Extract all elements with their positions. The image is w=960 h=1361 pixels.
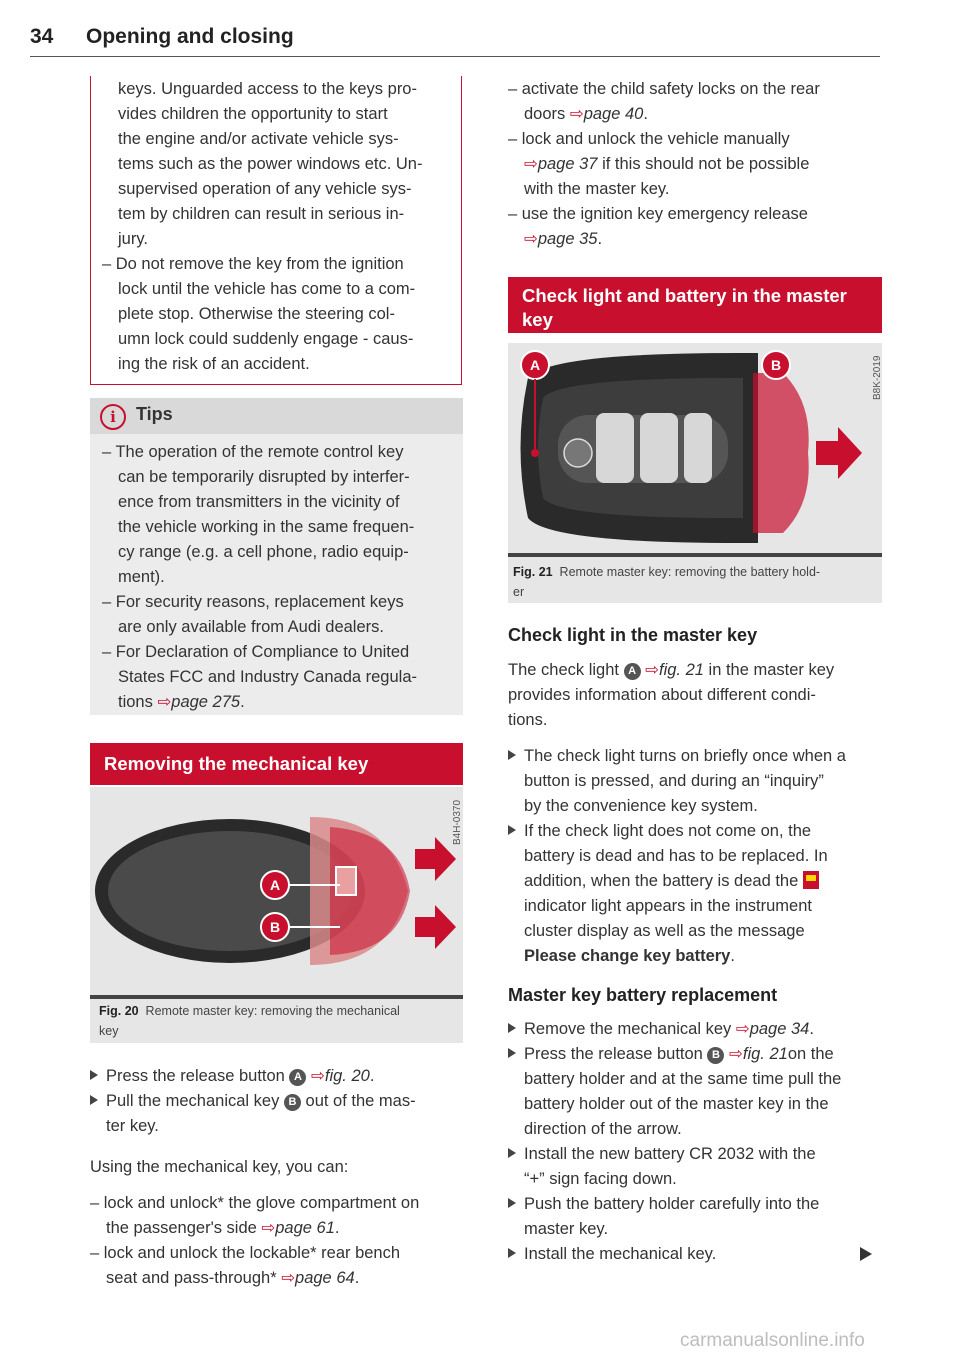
label-b: B xyxy=(770,357,782,373)
watermark: carmanualsonline.info xyxy=(680,1330,865,1351)
page-link[interactable]: page 40 xyxy=(583,105,644,123)
section-banner-check-light: Check light and battery in the master key xyxy=(508,277,882,333)
continued-list: – activate the child safety locks on the rear doors ⇨page 40. – lock and unlock the vehicle manually ⇨page 37 if this should not be possible with the master key. – use the ignition key emergency release ⇨page 35. xyxy=(508,80,820,248)
key-illustration-20 xyxy=(90,787,463,999)
uses-list: – lock and unlock* the glove compartment on the passenger's side ⇨page 61. – lock and unlock the lockable* rear bench seat and pass-through* ⇨page 64. xyxy=(90,1194,420,1287)
continue-arrow-icon xyxy=(860,1247,872,1261)
steps-remove: Press the release button A ⇨fig. 20. Pull the mechanical key B out of the mas- ter key. xyxy=(90,1064,470,1139)
page-number: 34 xyxy=(30,25,54,48)
figure-20-caption: Fig. 20 Remote master key: removing the mechanical key xyxy=(99,1004,400,1038)
triangle-bullet-icon xyxy=(508,1248,516,1258)
key-illustration-21 xyxy=(508,343,882,557)
battery-steps: Remove the mechanical key ⇨page 34. Press the release button B ⇨fig. 21on the battery holder and at the same time pull the battery holder out of the master key in the direction of the arrow. Install the new battery CR 2032 with the “+” sign facing down. Push the battery holder carefully into the master key. Install the mechanical key. xyxy=(508,1017,898,1267)
section-header-title: Opening and closing xyxy=(86,25,294,48)
info-icon: i xyxy=(100,404,126,430)
page-link[interactable]: page 61 xyxy=(275,1219,335,1237)
check-light-text: The check light A ⇨fig. 21 in the master key provides information about different condi- tions. xyxy=(508,661,835,729)
label-a: A xyxy=(269,877,281,893)
section-banner-removing-key: Removing the mechanical key xyxy=(90,743,463,785)
page-link[interactable]: page 37 xyxy=(537,155,598,173)
page-link[interactable]: page 34 xyxy=(749,1020,810,1038)
page-link[interactable]: page 35 xyxy=(537,230,598,248)
figure-link[interactable]: fig. 21 xyxy=(658,661,704,679)
page-link[interactable]: page 275 xyxy=(171,693,241,711)
key-battery-indicator-icon xyxy=(803,871,819,889)
triangle-bullet-icon xyxy=(508,1148,516,1158)
warning-text: keys. Unguarded access to the keys pro- vides children the opportunity to start the engine and/or activate vehicle sys- tems such as the power windows etc. Un- supervised operation of any vehicle sys- tem by children can result in serious in- jury. – Do not remove the key from the ignition lock until the vehicle has come to a com- plete stop. Otherwise the steering col- umn lock could suddenly engage - caus- ing the risk of an accident. xyxy=(102,80,423,373)
triangle-bullet-icon xyxy=(508,825,516,835)
subheading-check-light: Check light in the master key xyxy=(508,625,758,645)
check-light-bullets: The check light turns on briefly once when a button is pressed, and during an “inquiry” by the convenience key system. If the check light does not come on, the battery is dead and has to be replaced. In addition, when the battery is dead the indicator light appears in the instrument cluster display as well as the message Please change key battery. xyxy=(508,744,898,969)
triangle-bullet-icon xyxy=(508,1048,516,1058)
triangle-bullet-icon xyxy=(90,1095,98,1105)
subheading-battery-replacement: Master key battery replacement xyxy=(508,985,778,1005)
triangle-bullet-icon xyxy=(90,1070,98,1080)
triangle-bullet-icon xyxy=(508,750,516,760)
figure-code: B8K-2019 xyxy=(872,355,883,400)
figure-21-caption: Fig. 21 Remote master key: removing the battery hold- er xyxy=(513,565,821,599)
tips-label: Tips xyxy=(136,404,173,424)
figure-code: B4H-0370 xyxy=(452,799,463,845)
label-b: B xyxy=(269,919,281,935)
figure-20 xyxy=(90,787,463,999)
figure-21 xyxy=(508,343,882,557)
label-a: A xyxy=(529,357,541,373)
triangle-bullet-icon xyxy=(508,1198,516,1208)
triangle-bullet-icon xyxy=(508,1023,516,1033)
page-link[interactable]: page 64 xyxy=(295,1269,355,1287)
using-text: Using the mechanical key, you can: xyxy=(90,1158,349,1176)
header-rule xyxy=(30,56,880,57)
tips-text: – The operation of the remote control key can be temporarily disrupted by interfer- ence from transmitters in the vicinity of the vehicle working in the same frequen- cy range (e.g. a cell phone, radio equip- ment). – For security reasons, replacement keys are only available from Audi dealers. – For Declaration of Compliance to United States FCC and Industry Canada regula- tions ⇨page 275. xyxy=(102,443,417,711)
figure-link[interactable]: fig. 20 xyxy=(324,1067,370,1085)
figure-link[interactable]: fig. 21 xyxy=(742,1045,788,1063)
